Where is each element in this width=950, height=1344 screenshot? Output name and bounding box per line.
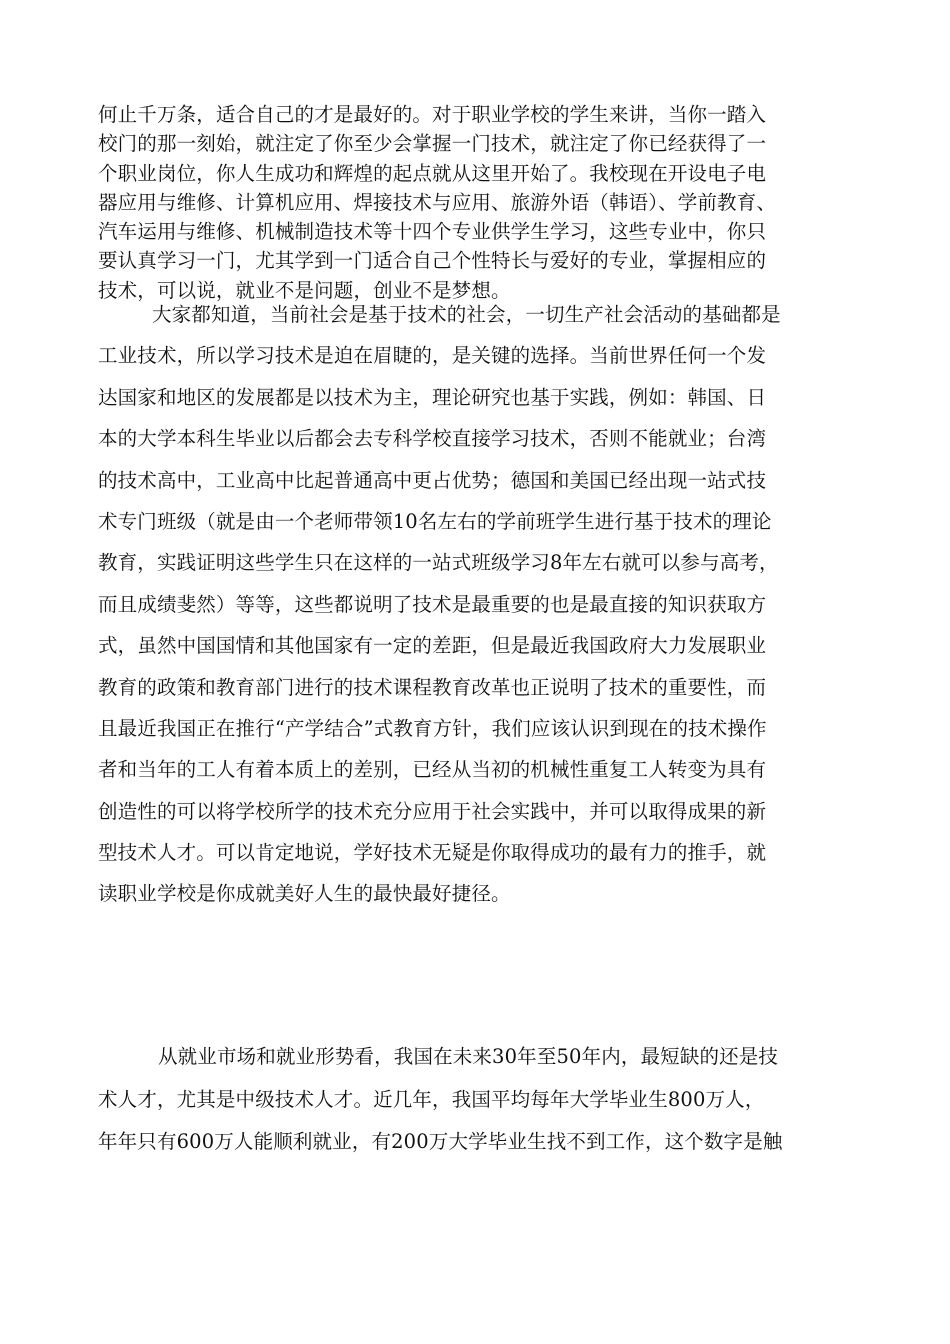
paragraph-2 [98,294,880,915]
text-line: 个职业岗位，你人生成功和辉煌的起点就从这里开始了。我校现在开设电子电 [98,161,767,185]
text-line: 本的大学本科生毕业以后都会去专科学校直接学习技术，否则不能就业；台湾 [98,427,767,451]
text-line: 从就业市场和就业形势看，我国在未来30年至50年内，最短缺的还是技 [158,1045,779,1068]
text-line: 器应用与维修、计算机应用、焊接技术与应用、旅游外语（韩语）、学前教育、 [98,190,777,214]
text-line: 创造性的可以将学校所学的技术充分应用于社会实践中，并可以取得成果的新 [98,799,767,823]
text-line: 术人才，尤其是中级技术人才。近几年，我国平均每年大学毕业生800万人， [98,1087,765,1111]
paragraph-1 [98,100,880,305]
text-line: 术专门班级（就是由一个老师带领10名左右的学前班学生进行基于技术的理论 [98,509,772,533]
text-line: 工业技术，所以学习技术是迫在眉睫的，是关键的选择。当前世界任何一个发 [98,344,767,368]
text-line: 教育，实践证明这些学生只在这样的一站式班级学习8年左右就可以参与高考， [98,551,779,575]
text-line: 校门的那一刻始，就注定了你至少会掌握一门技术，就注定了你已经获得了一 [98,132,767,156]
text-line: 何止千万条，适合自己的才是最好的。对于职业学校的学生来讲，当你一踏入 [98,103,767,126]
text-line: 而且成绩斐然）等等，这些都说明了技术是最重要的也是最直接的知识获取方 [98,592,767,616]
text-line: 者和当年的工人有着本质上的差别，已经从当初的机械性重复工人转变为具有 [98,758,767,782]
text-line: 的技术高中，工业高中比起普通高中更占优势；德国和美国已经出现一站式技 [98,468,767,492]
text-line: 且最近我国正在推行“产学结合”式教育方针，我们应该认识到现在的技术操作 [98,716,767,740]
text-line: 式，虽然中国国情和其他国家有一定的差距，但是最近我国政府大力发展职业 [98,634,767,658]
text-line: 教育的政策和教育部门进行的技术课程教育改革也正说明了技术的重要性，而 [98,675,767,699]
text-line: 汽车运用与维修、机械制造技术等十四个专业供学生学习，这些专业中，你只 [98,220,767,244]
paragraph-3 [98,1036,880,1164]
text-line: 技术，可以说，就业不是问题，创业不是梦想。 [98,278,511,302]
text-line: 年年只有600万人能顺利就业，有200万大学毕业生找不到工作，这个数字是触 [98,1130,783,1153]
text-line: 读职业学校是你成就美好人生的最快最好捷径。 [98,882,511,906]
document-page [98,0,880,1344]
text-line: 达国家和地区的发展都是以技术为主，理论研究也基于实践，例如：韩国、日 [98,385,767,409]
text-line: 型技术人才。可以肯定地说，学好技术无疑是你取得成功的最有力的推手，就 [98,841,767,865]
text-line: 大家都知道，当前社会是基于技术的社会，一切生产社会活动的基础都是 [152,303,781,326]
text-line: 要认真学习一门，尤其学到一门适合自己个性特长与爱好的专业，掌握相应的 [98,249,767,273]
